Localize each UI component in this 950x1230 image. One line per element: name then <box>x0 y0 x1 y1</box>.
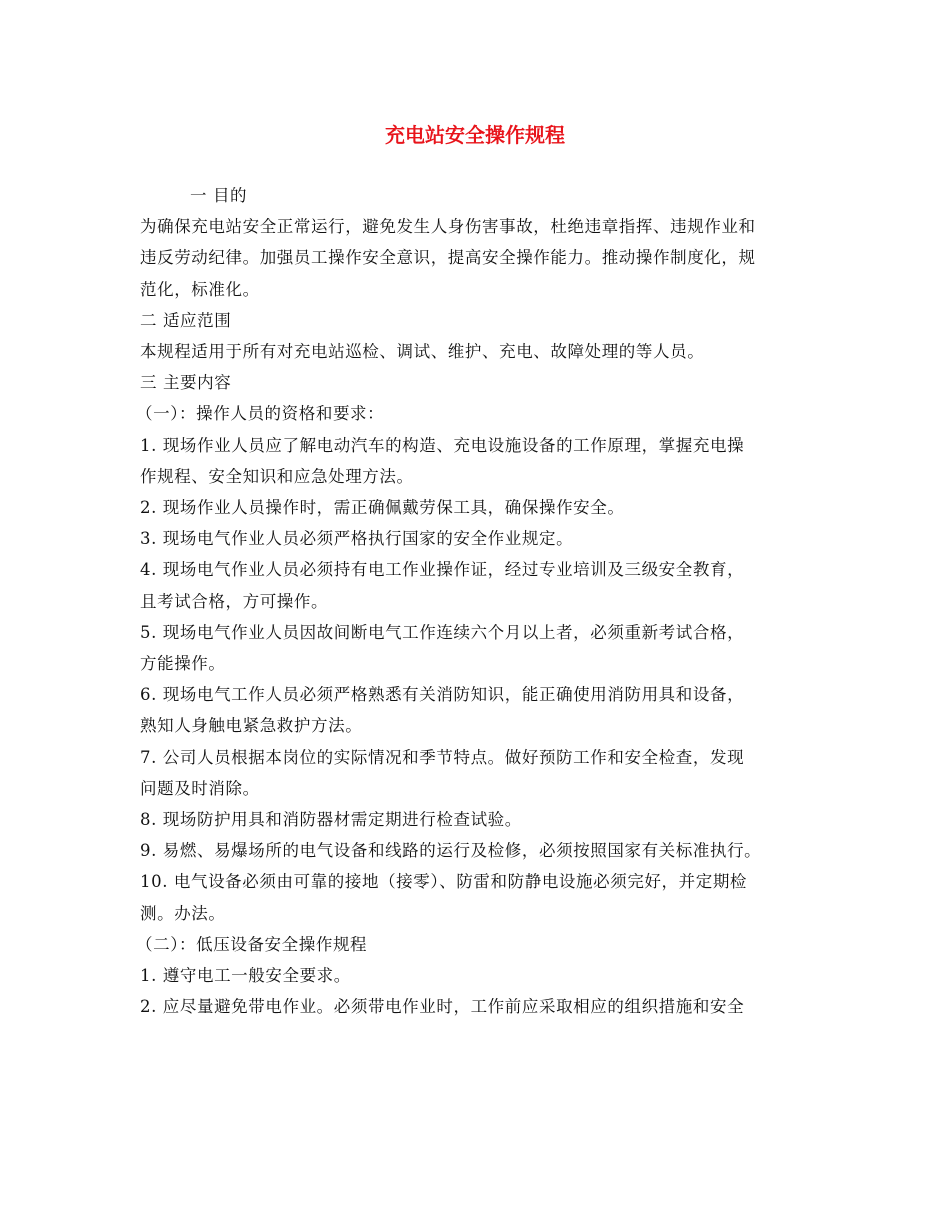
list-item-line: 且考试合格，方可操作。 <box>140 591 329 611</box>
subsection-heading-qualifications: （一）：操作人员的资格和要求： <box>136 404 385 424</box>
list-item-line: 1. 现场作业人员应了解电动汽车的构造、充电设施设备的工作原理，掌握充电操 <box>140 435 745 455</box>
list-item-line: 2. 应尽量避免带电作业。必须带电作业时，工作前应采取相应的组织措施和安全 <box>140 997 745 1017</box>
list-item-line: 6. 现场电气工作人员必须严格熟悉有关消防知识，能正确使用消防用具和设备， <box>140 685 745 705</box>
document-title: 充电站安全操作规程 <box>385 123 565 147</box>
section-heading-main-content: 三 主要内容 <box>140 373 232 393</box>
list-item-line: 10. 电气设备必须由可靠的接地（接零）、防雷和防静电设施必须完好，并定期检 <box>140 872 748 892</box>
paragraph-line: 范化，标准化。 <box>140 279 260 299</box>
paragraph-line: 为确保充电站安全正常运行，避免发生人身伤害事故，杜绝违章指挥、违规作业和 <box>140 217 756 237</box>
list-item-line: 测。办法。 <box>140 903 226 923</box>
list-item-line: 9. 易燃、易爆场所的电气设备和线路的运行及检修，必须按照国家有关标准执行。 <box>140 841 762 861</box>
paragraph-line: 违反劳动纪律。加强员工操作安全意识，提高安全操作能力。推动操作制度化，规 <box>140 248 756 268</box>
list-item-line: 4. 现场电气作业人员必须持有电工作业操作证，经过专业培训及三级安全教育， <box>140 560 745 580</box>
paragraph-line: 本规程适用于所有对充电站巡检、调试、维护、充电、故障处理的等人员。 <box>140 342 705 362</box>
list-item-line: 问题及时消除。 <box>140 778 260 798</box>
list-item-line: 2. 现场作业人员操作时，需正确佩戴劳保工具，确保操作安全。 <box>140 498 625 518</box>
list-item-line: 8. 现场防护用具和消防器材需定期进行检查试验。 <box>140 810 522 830</box>
list-item-line: 5. 现场电气作业人员因故间断电气工作连续六个月以上者，必须重新考试合格， <box>140 622 745 642</box>
list-item-line: 作规程、安全知识和应急处理方法。 <box>140 466 414 486</box>
subsection-heading-low-voltage: （二）：低压设备安全操作规程 <box>136 934 368 954</box>
section-heading-purpose: 一 目的 <box>190 186 248 205</box>
section-heading-scope: 二 适应范围 <box>140 310 232 330</box>
list-item-line: 熟知人身触电紧急救护方法。 <box>140 716 363 736</box>
document-body <box>136 180 814 1022</box>
list-item-line: 3. 现场电气作业人员必须严格执行国家的安全作业规定。 <box>140 529 574 549</box>
list-item-line: 7. 公司人员根据本岗位的实际情况和季节特点。做好预防工作和安全检查，发现 <box>140 747 745 767</box>
list-item-line: 方能操作。 <box>140 654 226 674</box>
list-item-line: 1. 遵守电工一般安全要求。 <box>140 966 351 986</box>
